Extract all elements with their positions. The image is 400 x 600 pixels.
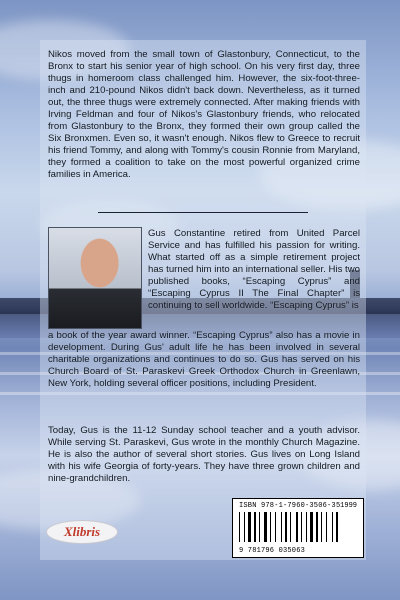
barcode-number: 9 781796 035063 bbox=[239, 547, 306, 555]
barcode bbox=[232, 498, 364, 558]
author-bio-end: Today, Gus is the 11-12 Sunday school teacher and a youth advisor. While serving St. Paraskevi, Gus wrote in the monthly Church Magazine. He is also the author of several short stories. Gus lives on Long Island with his wife Georgia of forty-years. They have three grown children and nine-grandchildren. bbox=[48, 425, 360, 484]
barcode-stripe bbox=[239, 512, 240, 542]
barcode-stripe bbox=[332, 512, 333, 542]
barcode-addon: 51999 bbox=[335, 502, 357, 510]
barcode-stripe bbox=[244, 512, 245, 542]
barcode-stripe bbox=[306, 512, 307, 542]
barcode-stripe bbox=[281, 512, 282, 542]
barcode-stripe bbox=[301, 512, 302, 542]
barcode-stripe bbox=[264, 512, 267, 542]
barcode-stripe bbox=[316, 512, 318, 542]
barcode-stripe bbox=[275, 512, 276, 542]
barcode-stripe bbox=[290, 512, 291, 542]
author-photo bbox=[48, 227, 142, 329]
barcode-stripe bbox=[285, 512, 287, 542]
barcode-stripe bbox=[321, 512, 322, 542]
isbn-label: ISBN 978-1-7960-3506-3 bbox=[239, 502, 336, 510]
barcode-stripe bbox=[270, 512, 271, 542]
barcode-stripe bbox=[296, 512, 298, 542]
divider-line bbox=[98, 212, 308, 213]
synopsis-paragraph: Nikos moved from the small town of Glastonbury, Connecticut, to the Bronx to start his senior year of high school. On his very first day, three thugs in homeroom class challenged him. However, the six-foot-three-inch and 210-pound Nikos didn't back down. Nevertheless, as it turned out, the three thugs were extremely connected. After making friends with Irving Feldman and four of Nikos's Glastonbury friends, who relocated from Glastonbury to the Bronx, they formed their own group called the Six Bronxmen. Even so, it wasn't enough. Nikos flew to Greece to recruit his friend Tommy, and along with Tommy's cousin Ronnie from Maryland, they formed a coalition to take on the most powerful organized crime families in America. bbox=[48, 49, 360, 180]
author-bio-intro: Gus Constantine retired from United Parcel Service and has fulfilled his passion for writing. What started off as a simple retirement project has turned him into an international seller. His two published books, “Escaping Cyprus” and “Escaping Cyprus II The Final Chapter” is continuing to sell worldwide. “Escaping Cyprus” is bbox=[148, 228, 360, 311]
barcode-bars bbox=[239, 512, 357, 542]
author-bio-continued: a book of the year award winner. “Escaping Cyprus” also has a movie in development. During Gus' adult life he has been involved in several charitable organizations and continues to do so. Gus has served on his Church Board of St. Paraskevi Greek Orthodox Church in Greenlawn, New York, holding several officer positions, including President. bbox=[48, 330, 360, 389]
publisher-logo: Xlibris bbox=[46, 520, 118, 544]
barcode-stripe bbox=[336, 512, 338, 542]
barcode-stripe bbox=[259, 512, 260, 542]
barcode-stripe bbox=[254, 512, 256, 542]
barcode-stripe bbox=[310, 512, 313, 542]
barcode-stripe bbox=[326, 512, 327, 542]
barcode-stripe bbox=[248, 512, 251, 542]
